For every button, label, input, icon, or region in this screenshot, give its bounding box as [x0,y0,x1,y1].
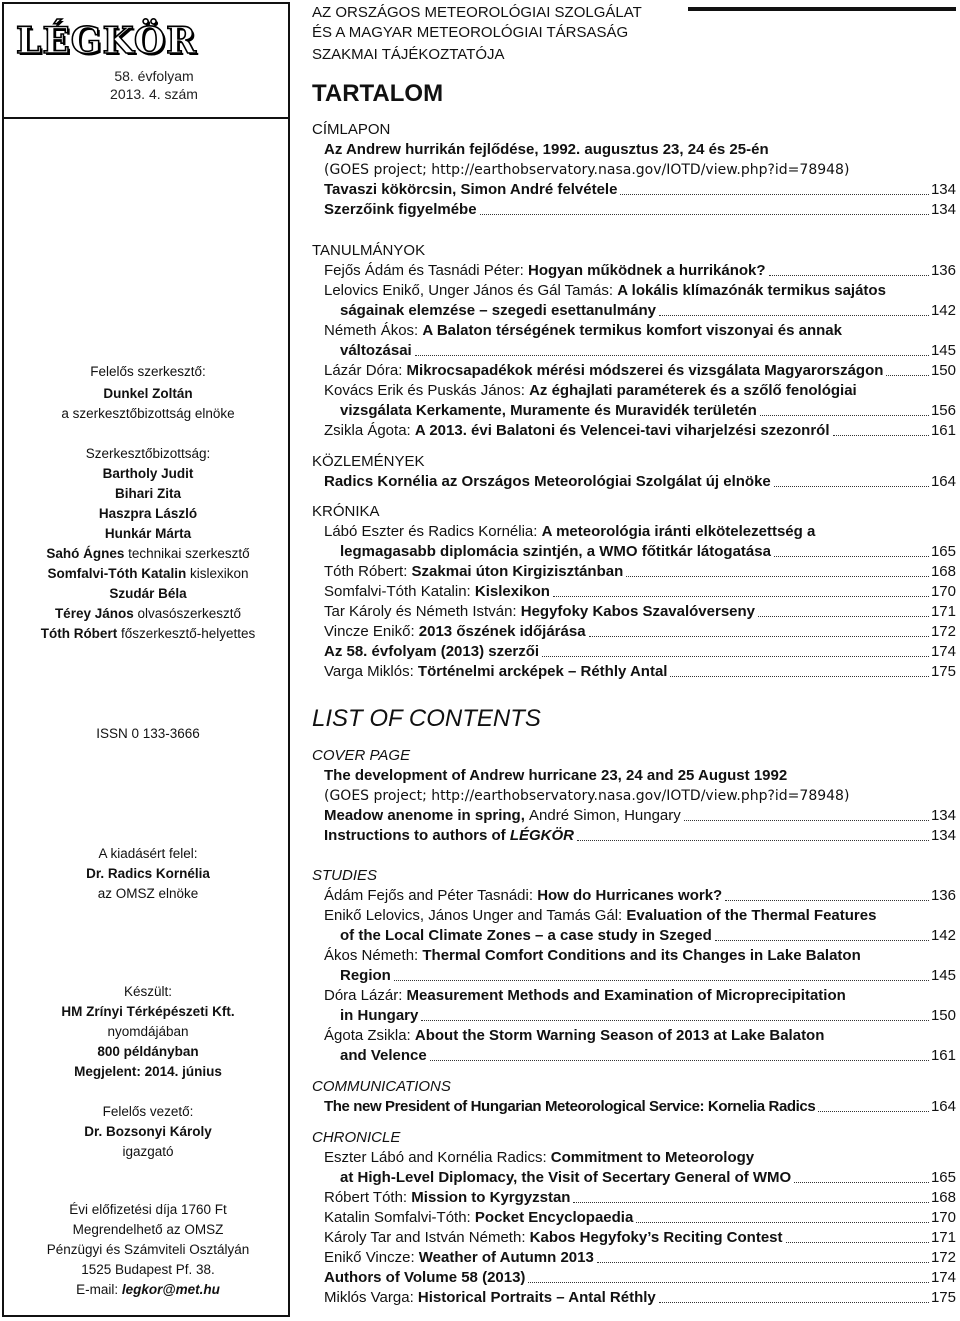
board-member: Hunkár Márta [104,526,192,541]
board-member: Bihari Zita [114,486,181,501]
publisher-header-line: AZ ORSZÁGOS METEOROLÓGIAI SZOLGÁLAT [312,4,642,21]
board-member: Térey János olvasószerkesztő [54,606,242,621]
toc-entry: Lábó Eszter és Radics Kornélia: A meteorológia iránti elkötelezettség a legmagasabb diplomácia szintjén, a WMO főtitkár látogatása 165 Tóth Róbert: Szakmai úton Kirgizisztánban 168 Somfalvi-Tóth Katalin: Kislexikon 170 Tar Károly és Németh István: Hegyfoky Kabos Szavalóverseny 171 Vincze Enikő: 2013 őszének időjárása 172 Az 58. évfolyam (2013) szerzői 174 Varga Miklós: Történelmi arcképek – Réthly Antal 175 [324,523,956,680]
published-date: Megjelent: 2014. június [74,1064,222,1079]
toc-title-hu: TARTALOM [312,80,444,107]
board-member: Haszpra László [98,506,198,521]
made-label: Készült: [123,984,173,999]
editor-role: a szerkesztőbizottság elnöke [61,406,235,421]
editor-name: Dunkel Zoltán [103,386,193,401]
section-kronika: KRÓNIKA [312,503,380,520]
copies: 800 példányban [97,1044,199,1059]
section-cover-page: COVER PAGE [312,747,411,764]
editor-label: Felelős szerkesztő: [90,364,206,379]
section-communications: COMMUNICATIONS [312,1078,451,1095]
header-rule [688,7,956,11]
toc-entry: The development of Andrew hurricane 23, 24 and 25 August 1992 (GOES project; http://earthobservatory.nasa.gov/IOTD/view.php?id=78948) Meadow anenome in spring, André Simon, Hungary 134 Instructions to authors of LÉGKÖR 134 [324,767,956,844]
board-member: Szudár Béla [109,586,187,601]
section-studies: STUDIES [312,867,378,884]
publisher-header-line: ÉS A MAGYAR METEOROLÓGIAI TÁRSASÁG [312,24,629,41]
toc-entry: Radics Kornélia az Országos Meteorológiai Szolgálat új elnöke 164 [324,473,956,490]
email-line: E-mail: legkor@met.hu [76,1282,220,1297]
email-link[interactable]: legkor@met.hu [121,1282,220,1297]
publisher-label: A kiadásért felel: [98,846,198,861]
toc-entry: Ádám Fejős and Péter Tasnádi: How do Hurricanes work? 136 Enikő Lelovics, János Unger and Tamás Gál: Evaluation of the Thermal Features of the Local Climate Zones – a case study in Szeged 142 Ákos Németh: Thermal Comfort Conditions and its Changes in Lake Balaton Region 145 Dóra Lázár: Measurement Methods and Examination of Microprecipitation in Hungary 150 Ágota Zsikla: About the Storm Warning Season of 2013 at Lake Balaton and Velence 161 [324,887,956,1064]
board-member: Tóth Róbert főszerkesztő-helyettes [40,626,256,641]
subscription-line: Évi előfizetési díja 1760 Ft [69,1202,227,1217]
toc-entry: Az Andrew hurrikán fejlődése, 1992. augusztus 23, 24 és 25-én (GOES project; http://earthobservatory.nasa.gov/IOTD/view.php?id=78948) Tavaszi kökörcsin, Simon André felvétele 134 Szerzőink figyelmébe 134 [324,141,956,218]
section-kozlemenyek: KÖZLEMÉNYEK [312,453,425,470]
subscription-line: Pénzügyi és Számviteli Osztályán [46,1242,250,1257]
issue-label: 2013. 4. szám [110,86,198,102]
section-cimlapon: CÍMLAPON [312,121,391,138]
manager-name: Dr. Bozsonyi Károly [84,1124,212,1139]
board-label: Szerkesztőbizottság: [85,446,211,461]
manager-role: igazgató [122,1144,174,1159]
board-member: Sahó Ágnes technikai szerkesztő [46,546,250,561]
masthead-sidebar [2,2,290,1317]
section-chronicle: CHRONICLE [312,1129,401,1146]
section-tanulmanyok: TANULMÁNYOK [312,242,426,259]
printer-name: HM Zrínyi Térképészeti Kft. [61,1004,235,1019]
subscription-line: 1525 Budapest Pf. 38. [81,1262,215,1277]
toc-entry: Fejős Ádám és Tasnádi Péter: Hogyan működnek a hurrikánok? 136 Lelovics Enikő, Unger János és Gál Tamás: A lokális klímazónák termikus sajátos ságainak elemzése – szegedi esettanulmány 142 Németh Ákos: A Balaton térségének termikus komfort viszonyai és annak változásai 145 Lázár Dóra: Mikrocsapadékok mérési módszerei és vizsgálata Magyarországon 150 Kovács Erik és Puskás János: Az éghajlati paraméterek és a szőlő fenológiai vizsgálata Kerkamente, Muramente és Muravidék területén 156 Zsikla Ágota: A 2013. évi Balatoni és Velencei-tavi viharjelzési szezonról 161 [324,262,956,439]
legkor-logo: LÉGKÖR [16,20,198,62]
toc-entry: Eszter Lábó and Kornélia Radics: Commitment to Meteorology at High-Level Diplomacy, the Visit of Secertary General of WMO 165 Róbert Tóth: Mission to Kyrgyzstan 168 Katalin Somfalvi-Tóth: Pocket Encyclopaedia 170 Károly Tar and István Németh: Kabos Hegyfoky’s Reciting Contest 171 Enikő Vincze: Weather of Autumn 2013 172 Authors of Volume 58 (2013) 174 Miklós Varga: Historical Portraits – Antal Réthly 175 [324,1149,956,1306]
subscription-line: Megrendelhető az OMSZ [72,1222,224,1237]
publisher-header-line: SZAKMAI TÁJÉKOZTATÓJA [312,46,505,63]
board-member: Bartholy Judit [102,466,194,481]
publisher-name: Dr. Radics Kornélia [86,866,210,881]
board-member: Somfalvi-Tóth Katalin kislexikon [47,566,249,581]
volume-label: 58. évfolyam [114,68,194,84]
toc-title-en: LIST OF CONTENTS [312,705,541,732]
publisher-role: az OMSZ elnöke [97,886,199,901]
toc-entry: The new President of Hungarian Meteorological Service: Kornelia Radics 164 [324,1098,956,1115]
manager-label: Felelős vezető: [102,1104,194,1119]
issn: ISSN 0 133-3666 [96,726,200,741]
printer-suffix: nyomdájában [107,1024,189,1039]
sidebar-divider [4,117,288,119]
